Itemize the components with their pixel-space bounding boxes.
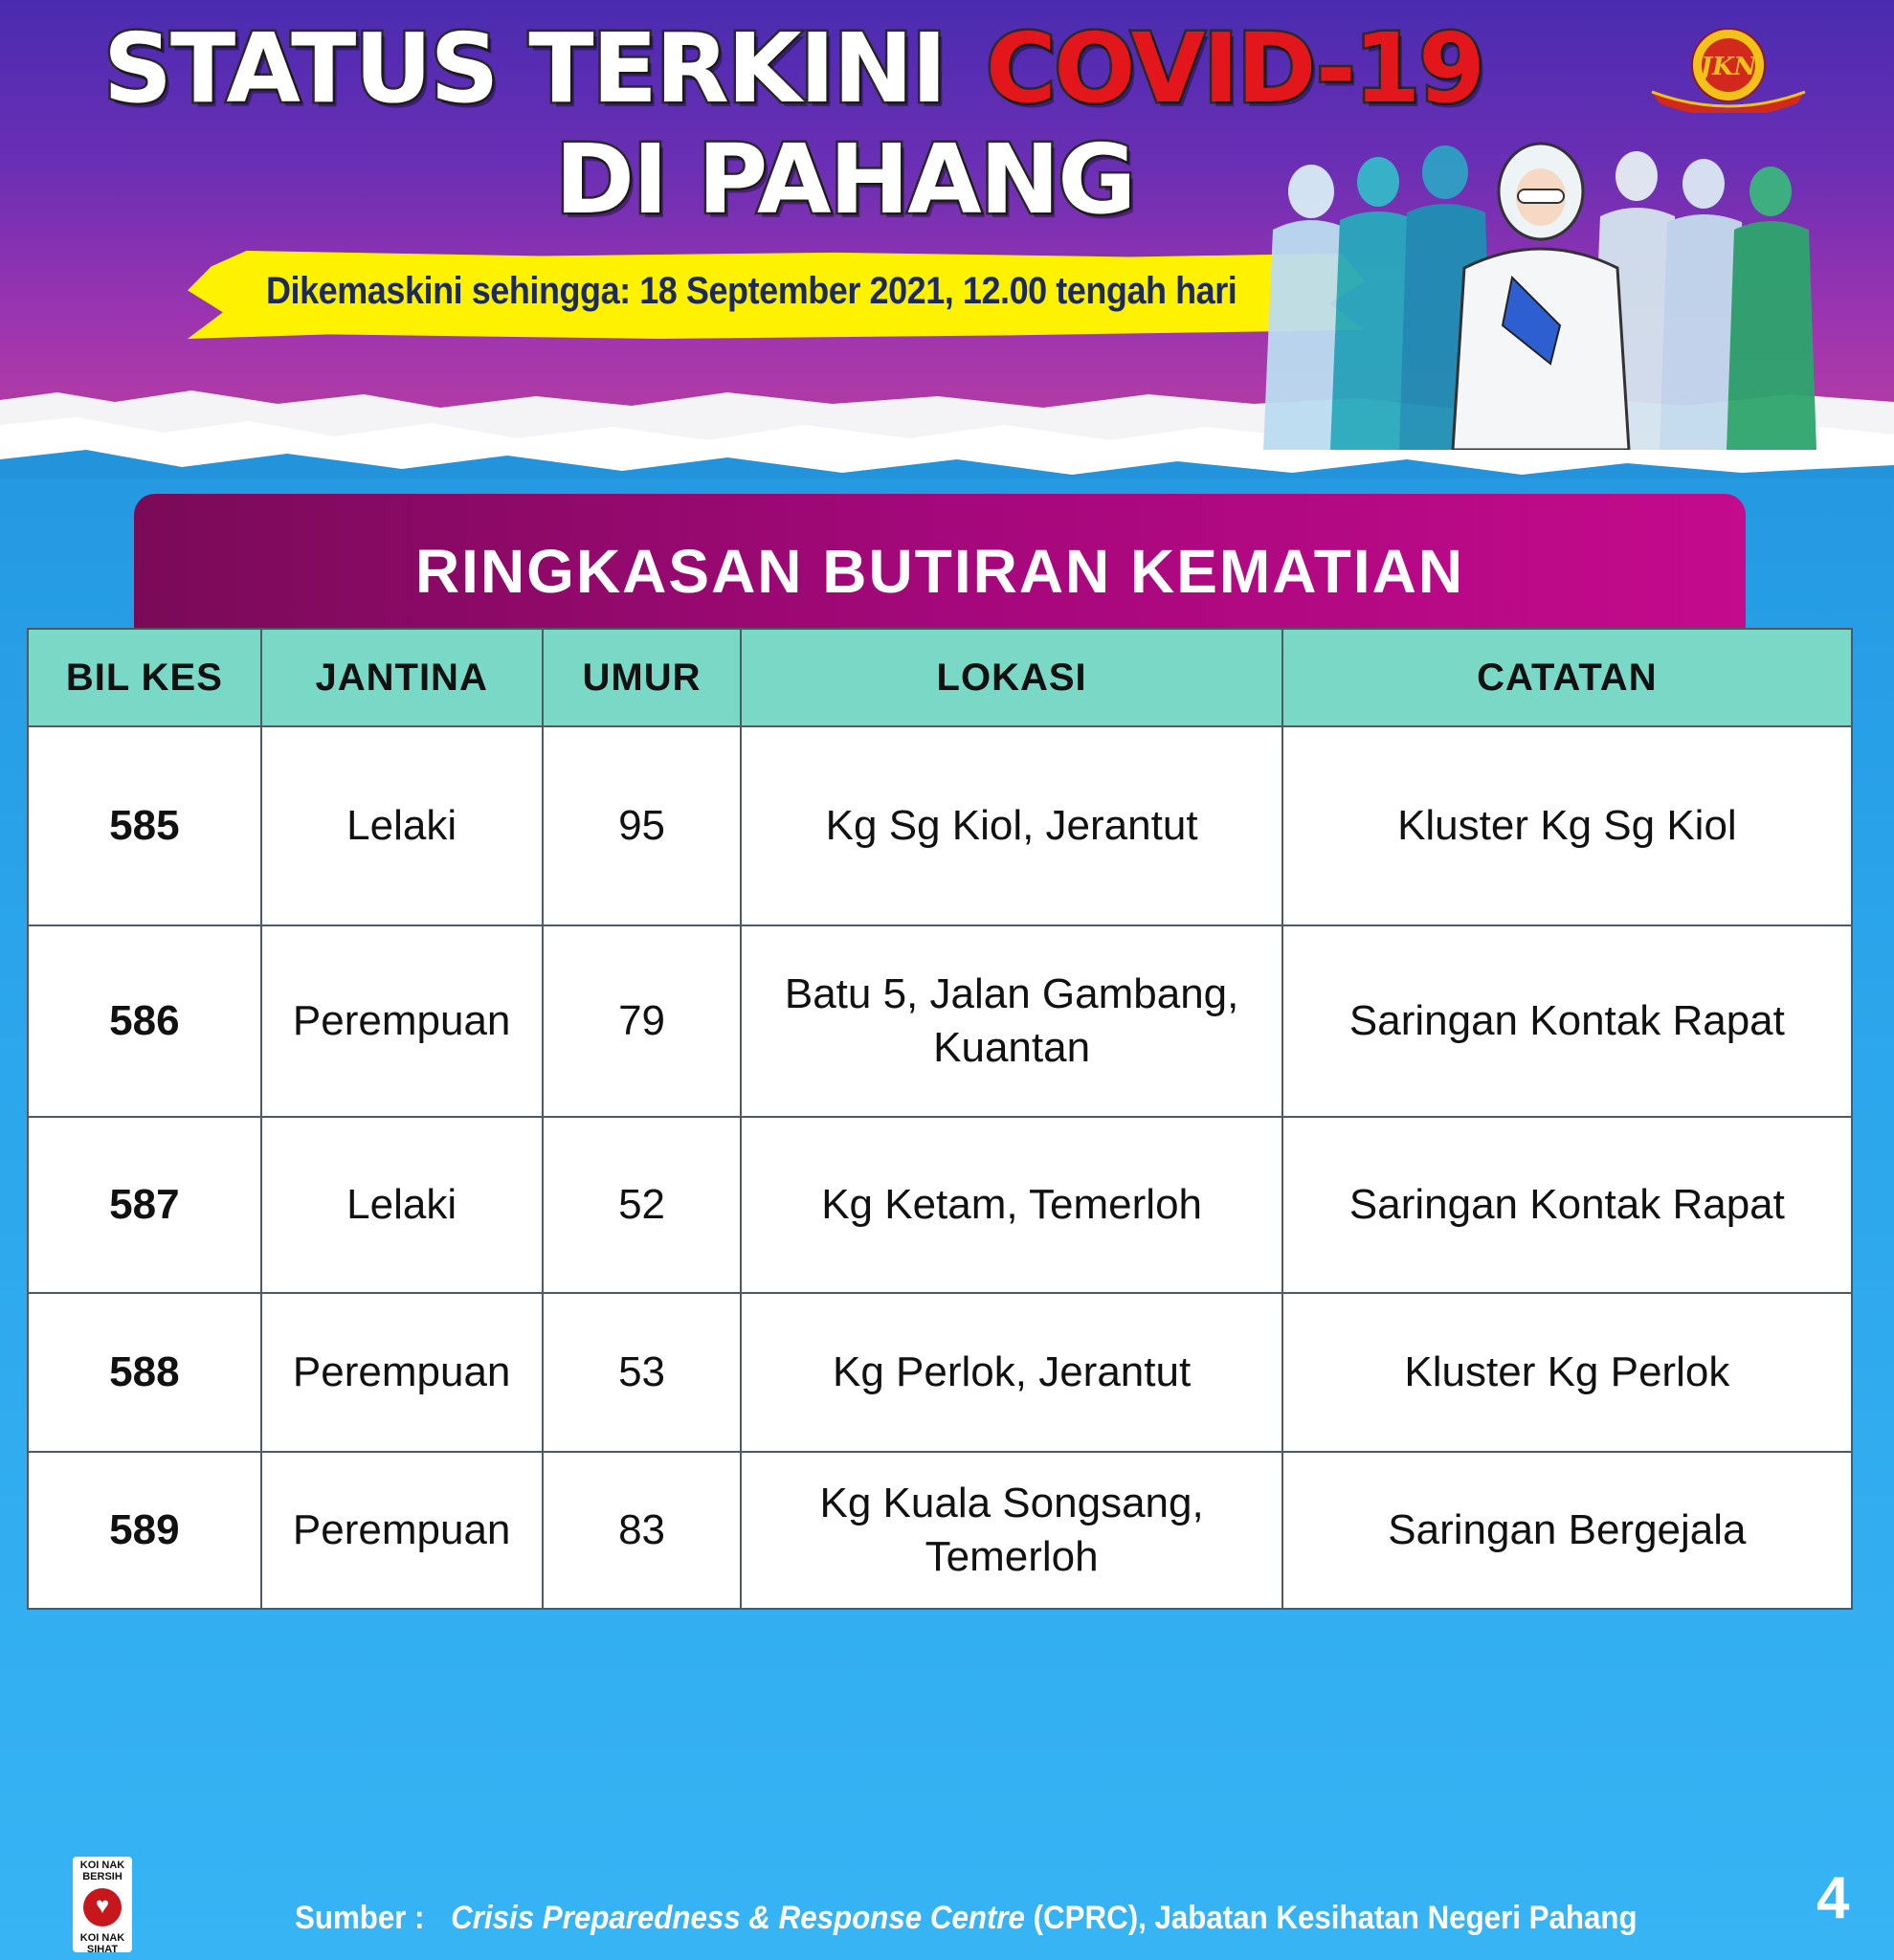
column-header-jantina: JANTINA	[261, 629, 543, 726]
table-row	[28, 726, 1852, 925]
cell-umur: 79	[543, 925, 742, 1117]
cell-jantina: Lelaki	[261, 726, 543, 925]
cell-bil-kes: 587	[28, 1117, 261, 1293]
cell-catatan: Kluster Kg Perlok	[1282, 1293, 1852, 1452]
death-details-table	[27, 628, 1853, 1610]
cell-lokasi-line: Temerloh	[925, 1533, 1099, 1580]
cell-lokasi: Kg Sg Kiol, Jerantut	[741, 726, 1281, 925]
medical-staff-illustration	[1235, 134, 1847, 450]
cell-lokasi	[741, 925, 1281, 1117]
cell-bil-kes: 585	[28, 726, 261, 925]
cell-bil-kes: 588	[28, 1293, 261, 1452]
cell-lokasi: Kg Ketam, Temerloh	[741, 1117, 1281, 1293]
cell-bil-kes: 589	[28, 1452, 261, 1609]
source-credit	[295, 1900, 1638, 1937]
cell-jantina: Perempuan	[261, 1293, 543, 1452]
column-header-umur: UMUR	[543, 629, 742, 726]
cell-lokasi-line: Kg Kuala Songsang,	[819, 1479, 1204, 1526]
table-row	[28, 1117, 1852, 1293]
source-organization: Crisis Preparedness & Response Centre	[451, 1900, 1025, 1936]
table-row	[28, 1293, 1852, 1452]
cell-lokasi	[741, 1452, 1281, 1609]
update-timestamp: Dikemaskini sehingga: 18 September 2021, 12.00 tengah hari	[266, 270, 1237, 312]
cell-jantina: Perempuan	[261, 1452, 543, 1609]
page-number: 4	[1816, 1865, 1850, 1931]
column-header-catatan: CATATAN	[1282, 629, 1852, 726]
cell-bil-kes: 586	[28, 925, 261, 1117]
source-department: (CPRC), Jabatan Kesihatan Negeri Pahang	[1024, 1900, 1638, 1936]
heart-icon	[83, 1888, 122, 1927]
cell-umur: 83	[543, 1452, 742, 1609]
column-header-bil-kes: BIL KES	[28, 629, 261, 726]
source-label: Sumber :	[295, 1900, 425, 1936]
cell-jantina: Perempuan	[261, 925, 543, 1117]
cell-umur: 52	[543, 1117, 742, 1293]
cell-lokasi: Kg Perlok, Jerantut	[741, 1293, 1281, 1452]
title-status-terkini: STATUS TERKINI	[103, 12, 946, 124]
cell-umur: 95	[543, 726, 742, 925]
cell-lokasi-line: Batu 5, Jalan Gambang,	[784, 969, 1239, 1017]
koi-nak-sihat-logo	[73, 1857, 132, 1955]
jkn-logo-icon	[1633, 17, 1824, 113]
svg-text:JKN: JKN	[1700, 53, 1757, 81]
title-di-pahang: DI PAHANG	[555, 123, 1135, 235]
cell-catatan: Saringan Kontak Rapat	[1282, 1117, 1852, 1293]
table-header-row	[28, 629, 1852, 726]
table-row	[28, 1452, 1852, 1609]
cell-jantina: Lelaki	[261, 1117, 543, 1293]
cell-umur: 53	[543, 1293, 742, 1452]
koi-logo-bottom-text: KOI NAK SIHAT	[79, 1932, 125, 1955]
cell-catatan: Saringan Bergejala	[1282, 1452, 1852, 1609]
title-covid19: COVID-19	[986, 12, 1483, 124]
column-header-lokasi: LOKASI	[741, 629, 1281, 726]
cell-lokasi-line: Kuantan	[933, 1024, 1091, 1071]
cell-catatan: Kluster Kg Sg Kiol	[1282, 726, 1852, 925]
table-row	[28, 925, 1852, 1117]
section-title: RINGKASAN BUTIRAN KEMATIAN	[414, 537, 1465, 606]
koi-logo-top-text: KOI NAK BERSIH	[79, 1860, 125, 1882]
cell-catatan: Saringan Kontak Rapat	[1282, 925, 1852, 1117]
